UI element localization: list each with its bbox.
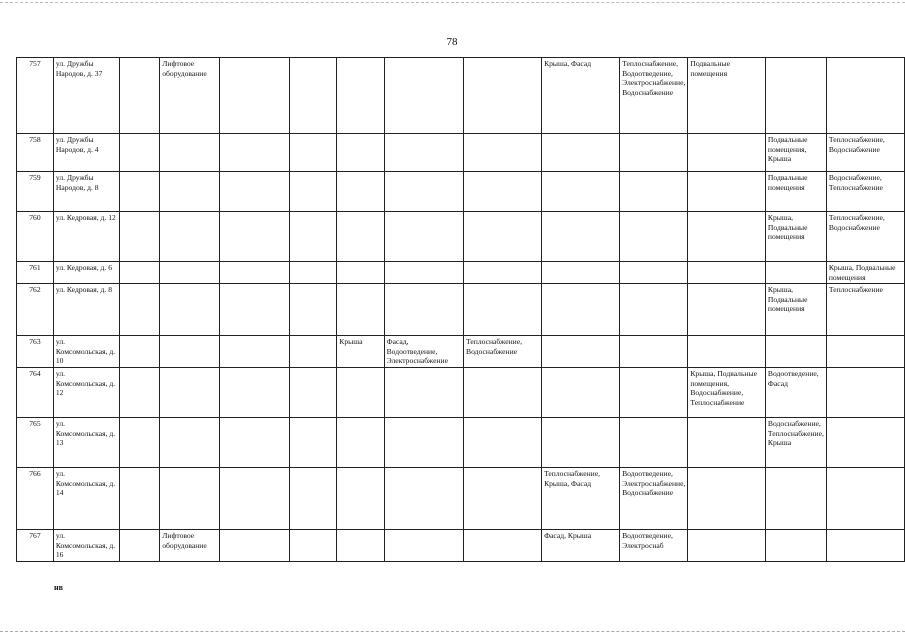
table-body: [17, 58, 905, 562]
cell: [765, 58, 826, 134]
row-number: 764: [17, 367, 54, 417]
cell: [337, 284, 384, 336]
cell: [120, 212, 160, 262]
cell: [220, 134, 290, 172]
cell: Теплоснабжение: [826, 284, 904, 336]
cell: Теплоснабжение, Водоснабжение: [464, 336, 542, 368]
cell: [290, 262, 337, 284]
page-number: 78: [446, 36, 458, 48]
cell: [290, 367, 337, 417]
cell: [688, 284, 766, 336]
cell: Крыша: [337, 336, 384, 368]
cell: Лифтовое оборудование: [160, 58, 220, 134]
cell: Фасад, Крыша: [542, 529, 620, 561]
cell: [464, 417, 542, 467]
cell: [620, 336, 688, 368]
row-number: 765: [17, 417, 54, 467]
cell: [384, 529, 463, 561]
cell: [337, 58, 384, 134]
cell: [120, 172, 160, 212]
cell: [220, 58, 290, 134]
address-cell: ул. Кедровая, д. 8: [53, 284, 120, 336]
cell: [384, 367, 463, 417]
cell: [620, 284, 688, 336]
cell: [620, 262, 688, 284]
row-number: 761: [17, 262, 54, 284]
address-cell: ул. Кедровая, д. 6: [53, 262, 120, 284]
cell: [384, 284, 463, 336]
cell: [160, 262, 220, 284]
cell: [464, 529, 542, 561]
cell: Теплоснабжение, Водоснабжение: [826, 212, 904, 262]
cell: [160, 417, 220, 467]
cell: Подвальные помещения, Крыша: [765, 134, 826, 172]
cell: [120, 529, 160, 561]
cell: [765, 467, 826, 529]
cell: [464, 467, 542, 529]
cell: Фасад, Водоотведение, Электроснабжение: [384, 336, 463, 368]
row-number: 760: [17, 212, 54, 262]
cell: Подвальные помещения: [765, 172, 826, 212]
cell: [826, 417, 904, 467]
address-cell: ул. Комсомольская, д. 12: [53, 367, 120, 417]
table-row: [17, 134, 905, 172]
cell: [384, 467, 463, 529]
cell: [160, 284, 220, 336]
cell: [765, 336, 826, 368]
cell: [620, 134, 688, 172]
cell: [160, 212, 220, 262]
cell: [337, 417, 384, 467]
cell: [464, 212, 542, 262]
cell: [542, 284, 620, 336]
cell: [120, 417, 160, 467]
cell: [337, 529, 384, 561]
cell: [120, 467, 160, 529]
cell: [620, 417, 688, 467]
cell: Подвальные помещения: [688, 58, 766, 134]
cell: [384, 417, 463, 467]
cell: [384, 262, 463, 284]
cell: [464, 284, 542, 336]
table-row: [17, 58, 905, 134]
table-row: [17, 417, 905, 467]
cell: [220, 172, 290, 212]
cell: [384, 172, 463, 212]
cell: [826, 58, 904, 134]
footer-mark: нв: [54, 583, 63, 592]
cell: [337, 212, 384, 262]
cell: [290, 336, 337, 368]
table-row: [17, 336, 905, 368]
table-row: [17, 262, 905, 284]
table-row: [17, 467, 905, 529]
cell: [620, 367, 688, 417]
table-row: [17, 529, 905, 561]
cell: [120, 336, 160, 368]
cell: [160, 134, 220, 172]
cell: Теплоснабжение, Крыша, Фасад: [542, 467, 620, 529]
cell: [688, 467, 766, 529]
address-cell: ул. Комсомольская, д. 16: [53, 529, 120, 561]
cell: [290, 212, 337, 262]
cell: Водоотведение, Электроснаб: [620, 529, 688, 561]
cell: [464, 172, 542, 212]
cell: [620, 172, 688, 212]
cell: [120, 284, 160, 336]
cell: [688, 172, 766, 212]
cell: [765, 529, 826, 561]
cell: Теплоснабжение, Водоснабжение: [826, 134, 904, 172]
cell: [160, 336, 220, 368]
cell: Водоотведение, Электроснабжение, Водоснабжение: [620, 467, 688, 529]
scan-edge-top: [0, 2, 905, 3]
cell: [220, 262, 290, 284]
row-number: 758: [17, 134, 54, 172]
cell: [688, 417, 766, 467]
address-cell: ул. Комсомольская, д. 14: [53, 467, 120, 529]
cell: [120, 367, 160, 417]
repair-schedule-table: [16, 57, 905, 562]
table-row: [17, 172, 905, 212]
cell: [290, 172, 337, 212]
address-cell: ул. Комсомольская, д. 13: [53, 417, 120, 467]
cell: [290, 417, 337, 467]
table-row: [17, 284, 905, 336]
cell: [542, 212, 620, 262]
cell: [464, 58, 542, 134]
cell: [542, 417, 620, 467]
cell: [542, 134, 620, 172]
address-cell: ул. Дружбы Народов, д. 4: [53, 134, 120, 172]
cell: Крыша, Подвальные помещения: [765, 284, 826, 336]
cell: [688, 212, 766, 262]
cell: [542, 336, 620, 368]
scan-edge-bottom: [0, 631, 905, 632]
cell: Крыша, Подвальные помещения: [765, 212, 826, 262]
cell: [220, 336, 290, 368]
cell: Водоотведение, Фасад: [765, 367, 826, 417]
cell: [220, 467, 290, 529]
cell: [337, 467, 384, 529]
cell: [160, 467, 220, 529]
row-number: 759: [17, 172, 54, 212]
cell: Водоснабжение, Теплоснабжение: [826, 172, 904, 212]
cell: [220, 284, 290, 336]
cell: [688, 529, 766, 561]
cell: [120, 134, 160, 172]
cell: [337, 262, 384, 284]
row-number: 762: [17, 284, 54, 336]
cell: [290, 58, 337, 134]
cell: [290, 529, 337, 561]
cell: Водоснабжение, Теплоснабжение, Крыша: [765, 417, 826, 467]
table-row: [17, 367, 905, 417]
cell: [337, 172, 384, 212]
cell: [384, 134, 463, 172]
address-cell: ул. Кедровая, д. 12: [53, 212, 120, 262]
cell: [337, 367, 384, 417]
cell: [542, 367, 620, 417]
cell: [220, 417, 290, 467]
address-cell: ул. Комсомольская, д. 10: [53, 336, 120, 368]
address-cell: ул. Дружбы Народов, д. 37: [53, 58, 120, 134]
cell: [464, 367, 542, 417]
cell: Крыша, Подвальные помещения: [826, 262, 904, 284]
cell: Крыша, Подвальные помещения, Водоснабжение, Теплоснабжение: [688, 367, 766, 417]
cell: [384, 58, 463, 134]
cell: [290, 284, 337, 336]
cell: Теплоснабжение, Водоотведение, Электроснабжение, Водоснабжение: [620, 58, 688, 134]
cell: [290, 467, 337, 529]
cell: [220, 529, 290, 561]
cell: [826, 336, 904, 368]
cell: [160, 172, 220, 212]
row-number: 757: [17, 58, 54, 134]
cell: [120, 262, 160, 284]
cell: [542, 172, 620, 212]
cell: [220, 212, 290, 262]
cell: [120, 58, 160, 134]
cell: [826, 467, 904, 529]
cell: Крыша, Фасад: [542, 58, 620, 134]
cell: [464, 262, 542, 284]
cell: [620, 212, 688, 262]
cell: [384, 212, 463, 262]
cell: [464, 134, 542, 172]
cell: [765, 262, 826, 284]
cell: [337, 134, 384, 172]
cell: [220, 367, 290, 417]
cell: [688, 134, 766, 172]
row-number: 766: [17, 467, 54, 529]
cell: Лифтовое оборудование: [160, 529, 220, 561]
cell: [688, 336, 766, 368]
row-number: 767: [17, 529, 54, 561]
cell: [542, 262, 620, 284]
cell: [290, 134, 337, 172]
cell: [826, 529, 904, 561]
cell: [688, 262, 766, 284]
row-number: 763: [17, 336, 54, 368]
table-row: [17, 212, 905, 262]
cell: [826, 367, 904, 417]
address-cell: ул. Дружбы Народов, д. 8: [53, 172, 120, 212]
cell: [160, 367, 220, 417]
